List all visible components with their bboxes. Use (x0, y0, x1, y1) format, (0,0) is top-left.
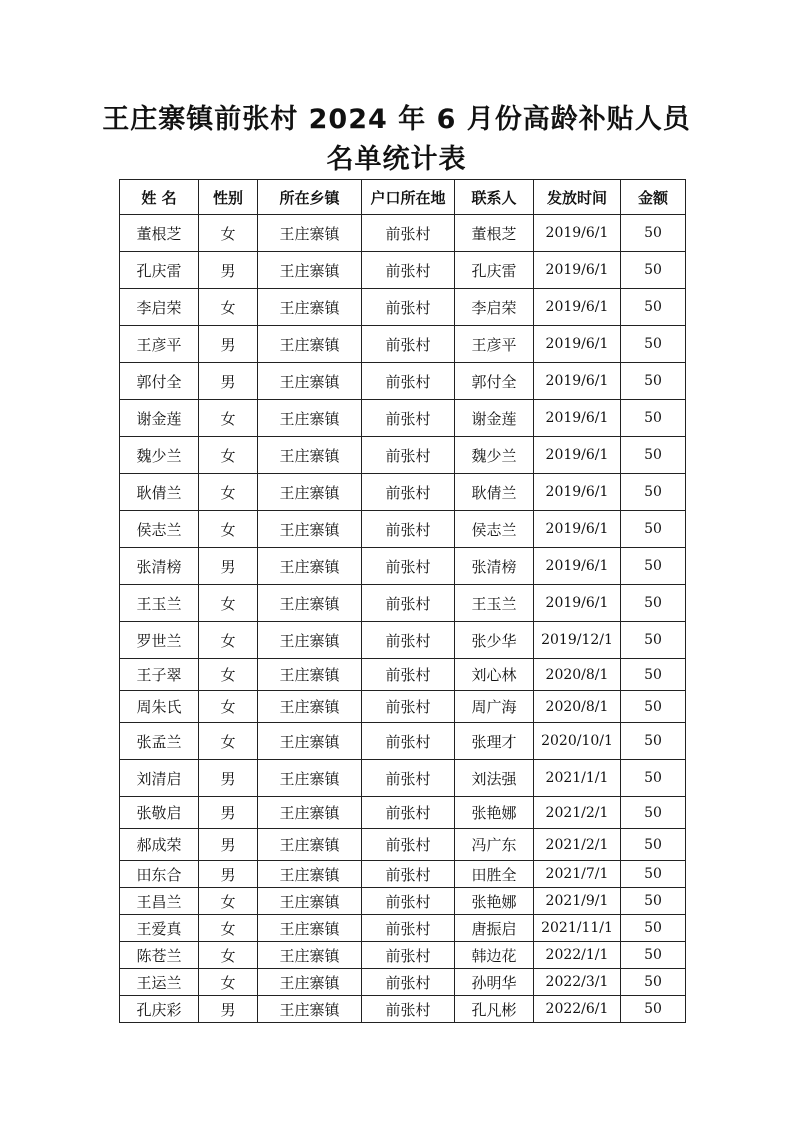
cell-gender: 男 (199, 829, 258, 861)
table-row (120, 400, 686, 437)
cell-township: 王庄寨镇 (258, 691, 362, 723)
table-row (120, 252, 686, 289)
cell-name: 董根芝 (120, 215, 199, 252)
cell-village: 前张村 (362, 363, 455, 400)
cell-amount: 50 (621, 996, 686, 1023)
header-registered-village: 户口所在地 (362, 180, 455, 215)
cell-village: 前张村 (362, 723, 455, 760)
cell-contact: 唐振启 (455, 915, 534, 942)
cell-village: 前张村 (362, 585, 455, 622)
cell-gender: 男 (199, 548, 258, 585)
cell-issue-date: 2019/6/1 (534, 215, 621, 252)
table-row (120, 585, 686, 622)
cell-township: 王庄寨镇 (258, 942, 362, 969)
cell-amount: 50 (621, 797, 686, 829)
cell-amount: 50 (621, 326, 686, 363)
cell-contact: 张少华 (455, 622, 534, 659)
cell-township: 王庄寨镇 (258, 252, 362, 289)
cell-issue-date: 2021/7/1 (534, 861, 621, 888)
cell-gender: 男 (199, 760, 258, 797)
cell-gender: 男 (199, 326, 258, 363)
cell-name: 王玉兰 (120, 585, 199, 622)
table-body (120, 215, 686, 1023)
header-name: 姓 名 (120, 180, 199, 215)
cell-township: 王庄寨镇 (258, 437, 362, 474)
cell-name: 王子翠 (120, 659, 199, 691)
cell-amount: 50 (621, 289, 686, 326)
cell-amount: 50 (621, 691, 686, 723)
cell-issue-date: 2020/8/1 (534, 691, 621, 723)
cell-contact: 耿倩兰 (455, 474, 534, 511)
cell-gender: 女 (199, 474, 258, 511)
cell-township: 王庄寨镇 (258, 585, 362, 622)
cell-amount: 50 (621, 437, 686, 474)
table-row (120, 363, 686, 400)
header-contact: 联系人 (455, 180, 534, 215)
cell-name: 耿倩兰 (120, 474, 199, 511)
cell-gender: 男 (199, 363, 258, 400)
cell-township: 王庄寨镇 (258, 969, 362, 996)
cell-name: 王运兰 (120, 969, 199, 996)
cell-contact: 刘法强 (455, 760, 534, 797)
table-row (120, 511, 686, 548)
cell-contact: 王玉兰 (455, 585, 534, 622)
table-row (120, 996, 686, 1023)
cell-township: 王庄寨镇 (258, 511, 362, 548)
cell-village: 前张村 (362, 548, 455, 585)
cell-village: 前张村 (362, 691, 455, 723)
table-row (120, 437, 686, 474)
cell-village: 前张村 (362, 996, 455, 1023)
cell-issue-date: 2019/6/1 (534, 252, 621, 289)
cell-amount: 50 (621, 888, 686, 915)
cell-village: 前张村 (362, 829, 455, 861)
cell-township: 王庄寨镇 (258, 723, 362, 760)
table-header-row (120, 180, 686, 215)
cell-village: 前张村 (362, 797, 455, 829)
cell-gender: 男 (199, 996, 258, 1023)
table-row (120, 691, 686, 723)
cell-village: 前张村 (362, 252, 455, 289)
cell-issue-date: 2019/6/1 (534, 511, 621, 548)
table-row (120, 942, 686, 969)
cell-gender: 女 (199, 215, 258, 252)
cell-village: 前张村 (362, 861, 455, 888)
cell-issue-date: 2022/6/1 (534, 996, 621, 1023)
table-row (120, 915, 686, 942)
cell-issue-date: 2019/6/1 (534, 585, 621, 622)
cell-township: 王庄寨镇 (258, 888, 362, 915)
cell-village: 前张村 (362, 969, 455, 996)
cell-gender: 女 (199, 289, 258, 326)
cell-amount: 50 (621, 861, 686, 888)
cell-contact: 董根芝 (455, 215, 534, 252)
cell-contact: 谢金莲 (455, 400, 534, 437)
cell-issue-date: 2021/2/1 (534, 829, 621, 861)
cell-amount: 50 (621, 363, 686, 400)
cell-amount: 50 (621, 474, 686, 511)
table-row (120, 888, 686, 915)
cell-township: 王庄寨镇 (258, 326, 362, 363)
cell-name: 田东合 (120, 861, 199, 888)
cell-gender: 男 (199, 252, 258, 289)
document-title-line-2: 名单统计表 (326, 144, 467, 175)
cell-amount: 50 (621, 252, 686, 289)
cell-village: 前张村 (362, 474, 455, 511)
cell-gender: 男 (199, 861, 258, 888)
subsidy-roster-table (119, 179, 686, 1023)
cell-village: 前张村 (362, 760, 455, 797)
cell-amount: 50 (621, 969, 686, 996)
cell-village: 前张村 (362, 888, 455, 915)
cell-gender: 女 (199, 969, 258, 996)
cell-amount: 50 (621, 829, 686, 861)
table-row (120, 622, 686, 659)
cell-contact: 田胜全 (455, 861, 534, 888)
cell-issue-date: 2020/10/1 (534, 723, 621, 760)
cell-contact: 周广海 (455, 691, 534, 723)
cell-amount: 50 (621, 622, 686, 659)
cell-name: 郭付全 (120, 363, 199, 400)
table-row (120, 289, 686, 326)
cell-contact: 冯广东 (455, 829, 534, 861)
cell-gender: 女 (199, 942, 258, 969)
cell-gender: 男 (199, 797, 258, 829)
cell-issue-date: 2022/1/1 (534, 942, 621, 969)
cell-issue-date: 2019/12/1 (534, 622, 621, 659)
cell-issue-date: 2022/3/1 (534, 969, 621, 996)
cell-name: 郝成荣 (120, 829, 199, 861)
cell-gender: 女 (199, 585, 258, 622)
cell-name: 王彦平 (120, 326, 199, 363)
cell-contact: 孙明华 (455, 969, 534, 996)
header-gender: 性别 (199, 180, 258, 215)
cell-amount: 50 (621, 723, 686, 760)
cell-issue-date: 2020/8/1 (534, 659, 621, 691)
cell-contact: 王彦平 (455, 326, 534, 363)
cell-gender: 女 (199, 511, 258, 548)
header-township: 所在乡镇 (258, 180, 362, 215)
cell-issue-date: 2021/9/1 (534, 888, 621, 915)
cell-township: 王庄寨镇 (258, 659, 362, 691)
cell-amount: 50 (621, 760, 686, 797)
cell-township: 王庄寨镇 (258, 363, 362, 400)
cell-gender: 女 (199, 915, 258, 942)
cell-township: 王庄寨镇 (258, 861, 362, 888)
cell-contact: 孔凡彬 (455, 996, 534, 1023)
cell-village: 前张村 (362, 437, 455, 474)
cell-contact: 孔庆雷 (455, 252, 534, 289)
table-row (120, 969, 686, 996)
header-amount: 金额 (621, 180, 686, 215)
cell-contact: 张艳娜 (455, 888, 534, 915)
table-row (120, 797, 686, 829)
cell-village: 前张村 (362, 215, 455, 252)
cell-contact: 韩边花 (455, 942, 534, 969)
table-row (120, 474, 686, 511)
cell-contact: 张艳娜 (455, 797, 534, 829)
cell-amount: 50 (621, 511, 686, 548)
cell-name: 张清榜 (120, 548, 199, 585)
cell-name: 周朱氏 (120, 691, 199, 723)
cell-village: 前张村 (362, 400, 455, 437)
cell-contact: 张理才 (455, 723, 534, 760)
cell-gender: 女 (199, 437, 258, 474)
cell-issue-date: 2019/6/1 (534, 326, 621, 363)
cell-gender: 女 (199, 691, 258, 723)
cell-township: 王庄寨镇 (258, 400, 362, 437)
cell-township: 王庄寨镇 (258, 996, 362, 1023)
cell-amount: 50 (621, 215, 686, 252)
cell-amount: 50 (621, 548, 686, 585)
cell-contact: 郭付全 (455, 363, 534, 400)
cell-issue-date: 2019/6/1 (534, 474, 621, 511)
document-title-line-1: 王庄寨镇前张村 2024 年 6 月份高龄补贴人员 (102, 104, 691, 135)
cell-name: 王昌兰 (120, 888, 199, 915)
cell-contact: 刘心林 (455, 659, 534, 691)
cell-township: 王庄寨镇 (258, 829, 362, 861)
cell-gender: 女 (199, 622, 258, 659)
table-row (120, 829, 686, 861)
cell-gender: 女 (199, 723, 258, 760)
cell-name: 孔庆雷 (120, 252, 199, 289)
cell-issue-date: 2021/2/1 (534, 797, 621, 829)
cell-name: 刘清启 (120, 760, 199, 797)
cell-township: 王庄寨镇 (258, 474, 362, 511)
cell-issue-date: 2019/6/1 (534, 363, 621, 400)
cell-amount: 50 (621, 915, 686, 942)
cell-township: 王庄寨镇 (258, 289, 362, 326)
cell-village: 前张村 (362, 659, 455, 691)
cell-contact: 李启荣 (455, 289, 534, 326)
cell-gender: 女 (199, 659, 258, 691)
cell-name: 王爱真 (120, 915, 199, 942)
cell-name: 李启荣 (120, 289, 199, 326)
cell-issue-date: 2019/6/1 (534, 437, 621, 474)
table-row (120, 760, 686, 797)
table-row (120, 659, 686, 691)
cell-village: 前张村 (362, 942, 455, 969)
cell-issue-date: 2021/1/1 (534, 760, 621, 797)
cell-village: 前张村 (362, 326, 455, 363)
cell-contact: 魏少兰 (455, 437, 534, 474)
cell-township: 王庄寨镇 (258, 760, 362, 797)
cell-contact: 张清榜 (455, 548, 534, 585)
cell-amount: 50 (621, 942, 686, 969)
cell-name: 陈苍兰 (120, 942, 199, 969)
cell-gender: 女 (199, 888, 258, 915)
cell-village: 前张村 (362, 622, 455, 659)
table-row (120, 548, 686, 585)
cell-issue-date: 2021/11/1 (534, 915, 621, 942)
cell-name: 魏少兰 (120, 437, 199, 474)
cell-name: 侯志兰 (120, 511, 199, 548)
cell-name: 孔庆彩 (120, 996, 199, 1023)
cell-amount: 50 (621, 585, 686, 622)
cell-township: 王庄寨镇 (258, 622, 362, 659)
cell-issue-date: 2019/6/1 (534, 548, 621, 585)
cell-name: 罗世兰 (120, 622, 199, 659)
cell-township: 王庄寨镇 (258, 915, 362, 942)
cell-village: 前张村 (362, 289, 455, 326)
cell-issue-date: 2019/6/1 (534, 289, 621, 326)
cell-name: 谢金莲 (120, 400, 199, 437)
cell-township: 王庄寨镇 (258, 548, 362, 585)
cell-name: 张敬启 (120, 797, 199, 829)
cell-township: 王庄寨镇 (258, 797, 362, 829)
cell-village: 前张村 (362, 511, 455, 548)
cell-township: 王庄寨镇 (258, 215, 362, 252)
cell-issue-date: 2019/6/1 (534, 400, 621, 437)
table-row (120, 326, 686, 363)
header-issue-date: 发放时间 (534, 180, 621, 215)
cell-name: 张孟兰 (120, 723, 199, 760)
table-row (120, 215, 686, 252)
cell-contact: 侯志兰 (455, 511, 534, 548)
cell-amount: 50 (621, 400, 686, 437)
table-row (120, 861, 686, 888)
cell-village: 前张村 (362, 915, 455, 942)
cell-amount: 50 (621, 659, 686, 691)
cell-gender: 女 (199, 400, 258, 437)
table-row (120, 723, 686, 760)
